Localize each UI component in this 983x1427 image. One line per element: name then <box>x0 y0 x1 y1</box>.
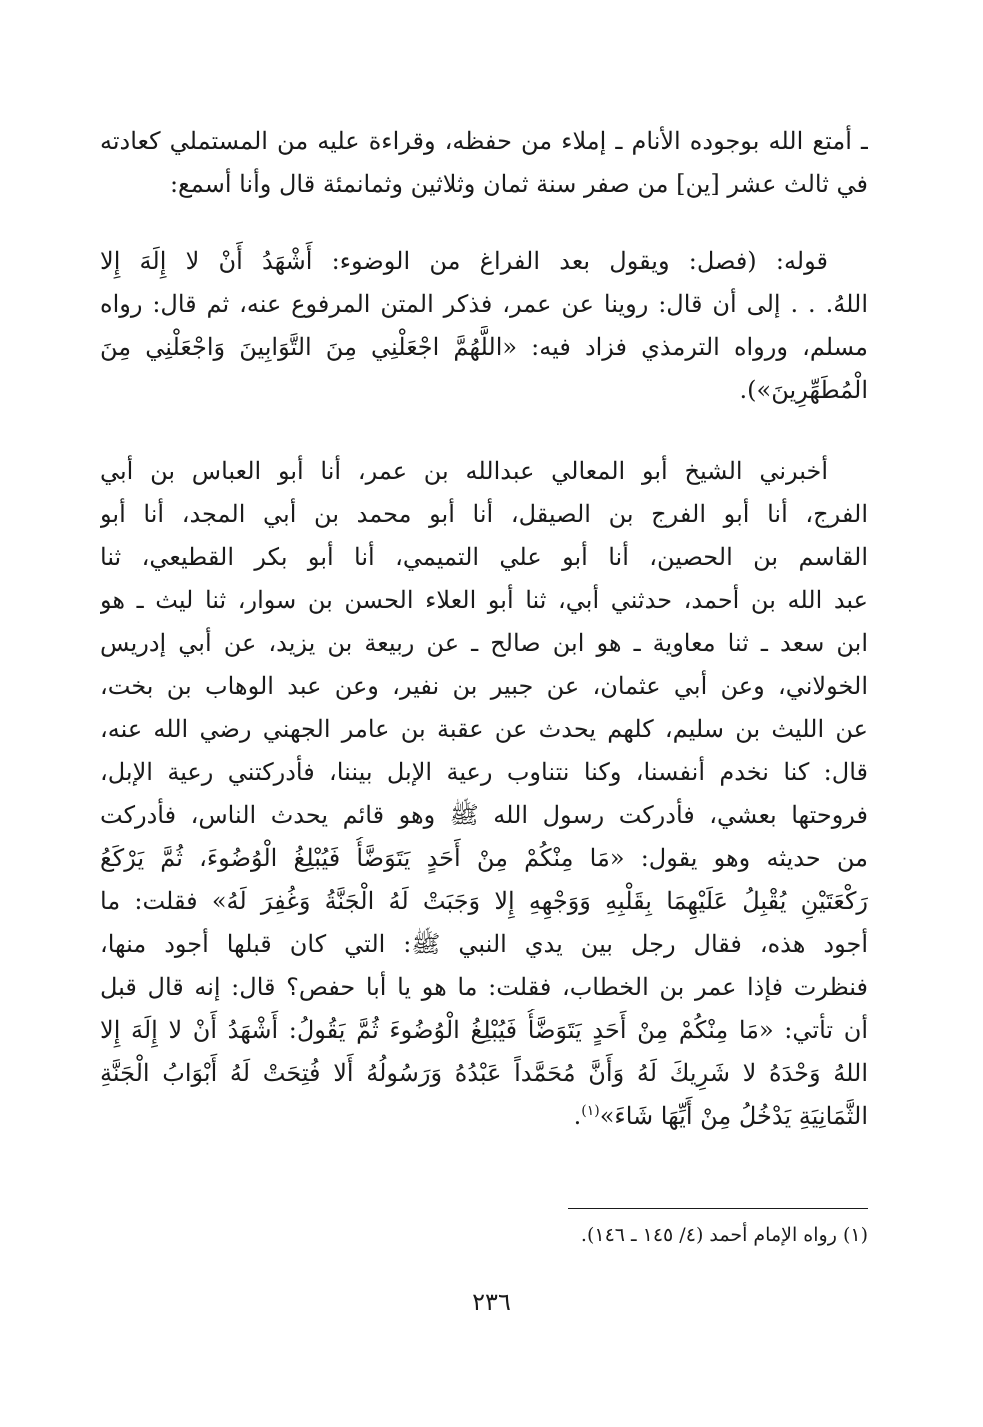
text-line: ـ أمتع الله بوجوده الأنام ـ إملاء من حفظه، وقراءة عليه من المستملي كعادته <box>100 127 868 155</box>
paragraph-2 <box>100 240 868 412</box>
text-line: اللهُ وَحْدَهُ لا شَرِيكَ لَهُ وَأَنَّ مُحَمَّداً عَبْدُهُ وَرَسُولُهُ أَلا فُتِحَتْ لَهُ أَبْوَابُ الْجَنَّةِ <box>100 1059 868 1087</box>
text-line-content: الثَّمَانِيَةِ يَدْخُلُ مِنْ أَيِّهَا شَاءَ» <box>599 1102 868 1130</box>
text-line: فنظرت فإذا عمر بن الخطاب، فقلت: ما هو يا أبا حفص؟ قال: إنه قال قبل <box>100 973 868 1001</box>
text-line: اللهُ. . . إلى أن قال: روينا عن عمر، فذكر المتن المرفوع عنه، ثم قال: رواه <box>100 290 868 318</box>
footnote-reference[interactable]: (١) <box>581 1103 600 1119</box>
text-line: قوله: (فصل: ويقول بعد الفراغ من الوضوء: أَشْهَدُ أَنْ لا إِلَهَ إِلا <box>100 247 828 275</box>
footnote <box>100 1218 868 1252</box>
text-line: أن تأتي: «مَا مِنْكُمْ مِنْ أَحَدٍ يَتَوَضَّأُ فَيُبْلِغُ الْوُضُوءَ ثُمَّ يَقُولُ: أَشْهَدُ أَنْ لا إِلَهَ إِلا <box>100 1016 868 1044</box>
footnote-separator <box>568 1208 868 1209</box>
footnote-marker: (١) <box>842 1224 868 1246</box>
final-punctuation: . <box>573 1102 582 1130</box>
text-line: الْمُطَهِّرِينَ»). <box>739 376 868 404</box>
text-line-final <box>100 1095 868 1138</box>
text-line: من حديثه وهو يقول: «مَا مِنْكُمْ مِنْ أَحَدٍ يَتَوَضَّأُ فَيُبْلِغُ الْوُضُوءَ، ثُمَّ يَرْكَعُ <box>100 844 868 872</box>
text-line: رَكْعَتَيْنِ يُقْبِلُ عَلَيْهِمَا بِقَلْبِهِ وَوَجْهِهِ إِلا وَجَبَتْ لَهُ الْجَنَّةُ وَغُفِرَ لَهُ» فقلت: ما <box>100 887 868 915</box>
text-line: فروحتها بعشي، فأدركت رسول الله ﷺ وهو قائم يحدث الناس، فأدركت <box>100 801 868 829</box>
text-line: أجود هذه، فقال رجل بين يدي النبي ﷺ: التي كان قبلها أجود منها، <box>100 930 868 958</box>
text-line: القاسم بن الحصين، أنا أبو علي التميمي، أنا أبو بكر القطيعي، ثنا <box>100 543 868 571</box>
text-line: مسلم، ورواه الترمذي فزاد فيه: «اللَّهُمَّ اجْعَلْنِي مِنَ التَّوَابِينَ وَاجْعَلْنِي مِنَ <box>100 333 868 361</box>
footnote-text: رواه الإمام أحمد (٤/ ١٤٥ ـ ١٤٦). <box>580 1224 837 1246</box>
text-line: في ثالث عشر [ين] من صفر سنة ثمان وثلاثين وثمانمئة قال وأنا أسمع: <box>169 170 868 198</box>
text-line: الخولاني، وعن أبي عثمان، عن جبير بن نفير، وعن عبد الوهاب بن بخت، <box>100 672 868 700</box>
text-line: عن الليث بن سليم، كلهم يحدث عن عقبة بن عامر الجهني رضي الله عنه، <box>100 715 868 743</box>
page-number: ٢٣٦ <box>472 1288 511 1316</box>
text-line: الفرج، أنا أبو الفرج بن الصيقل، أنا أبو محمد بن أبي المجد، أنا أبو <box>100 500 868 528</box>
text-line: عبد الله بن أحمد، حدثني أبي، ثنا أبو العلاء الحسن بن سوار، ثنا ليث ـ هو <box>100 586 868 614</box>
paragraph-1 <box>100 120 868 206</box>
text-line: ابن سعد ـ ثنا معاوية ـ هو ابن صالح ـ عن ربيعة بن يزيد، عن أبي إدريس <box>100 629 868 657</box>
text-line: قال: كنا نخدم أنفسنا، وكنا نتناوب رعية الإبل بيننا، فأدركتني رعية الإبل، <box>100 758 868 786</box>
paragraph-3 <box>100 450 868 1138</box>
text-line: أخبرني الشيخ أبو المعالي عبدالله بن عمر، أنا أبو العباس بن أبي <box>100 457 828 485</box>
